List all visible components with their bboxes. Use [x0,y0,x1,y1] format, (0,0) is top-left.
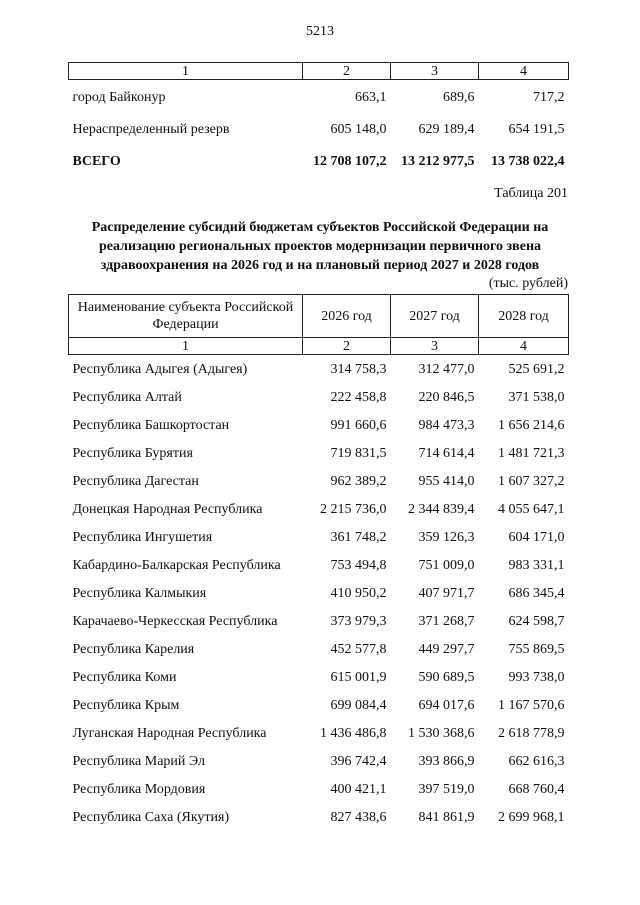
value-2026: 753 494,8 [330,557,387,573]
value-2026: 222 458,8 [330,389,387,405]
value-2026: 719 831,5 [330,445,387,461]
region-name: Республика Калмыкия [72,585,207,601]
value-2026: 314 758,3 [330,361,387,377]
region-name: Республика Мордовия [72,781,206,797]
column-number: 4 [479,63,569,80]
value-2028: 4 055 647,1 [498,501,565,517]
value-2028: 668 760,4 [508,781,565,797]
region-name: Республика Коми [72,669,177,685]
region-name: Республика Ингушетия [72,529,213,545]
value-2026: 991 660,6 [330,417,387,433]
value-2026: 699 084,4 [330,697,387,713]
value-2027: 714 614,4 [418,445,475,461]
region-name: Республика Адыгея (Адыгея) [72,361,248,377]
value-2028: 624 598,7 [508,613,565,629]
column-number-row [69,338,569,355]
table-row [69,112,569,144]
table-row [69,439,569,467]
value-2027: 841 861,9 [418,809,475,825]
table-row [69,495,569,523]
value-2028: 1 167 570,6 [498,697,565,713]
table-row [69,775,569,803]
value-2027: 751 009,0 [418,557,475,573]
value-2027: 1 530 368,6 [408,725,475,741]
value-2027: 689,6 [443,90,475,105]
value-2027: 590 689,5 [418,669,475,685]
header-2026: 2026 год [303,295,391,338]
region-name: Республика Бурятия [72,445,193,461]
value-2026: 452 577,8 [330,641,387,657]
value-2027: 371 268,7 [418,613,475,629]
value-2026: 2 215 736,0 [320,501,387,517]
value-2027: 449 297,7 [418,641,475,657]
column-number: 2 [303,63,391,80]
header-row [69,295,569,338]
header-2028: 2028 год [479,295,569,338]
value-2026: 615 001,9 [330,669,387,685]
table-row [69,523,569,551]
total-2026: 12 708 107,2 [313,154,387,169]
value-2026: 962 389,2 [330,473,387,489]
column-number-row [69,63,569,80]
region-name: Карачаево-Черкесская Республика [72,613,278,629]
region-name: Республика Крым [72,697,180,713]
value-2026: 1 436 486,8 [320,725,387,741]
value-2028: 604 171,0 [508,529,565,545]
table-row [69,747,569,775]
value-2028: 755 869,5 [508,641,565,657]
value-2026: 605 148,0 [330,122,387,137]
table-row [69,411,569,439]
region-name: Луганская Народная Республика [72,725,267,741]
column-number: 3 [391,63,479,80]
value-2026: 663,1 [355,90,387,105]
page-number: 5213 [306,24,334,39]
region-name: Республика Дагестан [72,473,199,489]
total-label: ВСЕГО [72,154,121,169]
region-name: город Байконур [72,90,166,105]
value-2028: 662 616,3 [508,753,565,769]
table-title: Распределение субсидий бюджетам субъектов Российской Федерации на реализацию региональных проектов модернизации первичного звена здравоохранения на 2026 год и на плановый период 2027 и 2028 годов [91,220,549,273]
table-row [69,635,569,663]
table-row [69,719,569,747]
table-row [69,663,569,691]
value-2027: 629 189,4 [418,122,475,137]
total-2027: 13 212 977,5 [401,154,475,169]
value-2027: 220 846,5 [418,389,475,405]
value-2027: 397 519,0 [418,781,475,797]
value-2028: 1 481 721,3 [498,445,565,461]
subsidy-table [68,294,569,831]
table-row [69,803,569,831]
table-row [69,355,569,384]
total-2028: 13 738 022,4 [491,154,565,169]
value-2026: 361 748,2 [330,529,387,545]
value-2028: 525 691,2 [508,361,565,377]
table-row [69,607,569,635]
table-row [69,383,569,411]
units-note: (тыс. рублей) [488,276,568,291]
table-row [69,551,569,579]
value-2026: 410 950,2 [330,585,387,601]
region-name: Республика Карелия [72,641,195,657]
value-2028: 717,2 [533,90,565,105]
top-table-continuation [68,62,569,176]
region-name: Кабардино-Балкарская Республика [72,557,281,573]
region-name: Республика Алтай [72,389,182,405]
header-2027: 2027 год [391,295,479,338]
region-name: Республика Башкортостан [72,417,230,433]
value-2027: 2 344 839,4 [408,501,475,517]
column-number: 4 [479,338,569,355]
value-2028: 993 738,0 [508,669,565,685]
value-2026: 396 742,4 [330,753,387,769]
table-row [69,691,569,719]
value-2027: 407 971,7 [418,585,475,601]
table-row [69,579,569,607]
value-2028: 1 607 327,2 [498,473,565,489]
column-number: 3 [391,338,479,355]
column-number: 1 [69,338,303,355]
value-2027: 984 473,3 [418,417,475,433]
region-name: Республика Саха (Якутия) [72,809,230,825]
column-number: 1 [69,63,303,80]
value-2028: 983 331,1 [508,557,565,573]
value-2026: 827 438,6 [330,809,387,825]
region-name: Республика Марий Эл [72,753,205,769]
value-2028: 1 656 214,6 [498,417,565,433]
total-row [69,144,569,176]
region-name: Донецкая Народная Республика [72,501,263,517]
value-2028: 2 699 968,1 [498,809,565,825]
value-2027: 393 866,9 [418,753,475,769]
value-2027: 955 414,0 [418,473,475,489]
value-2028: 2 618 778,9 [498,725,565,741]
table-label: Таблица 201 [494,186,568,201]
table-row [69,467,569,495]
header-region: Наименование субъекта Российской Федерации [69,295,303,338]
value-2028: 371 538,0 [508,389,565,405]
value-2026: 373 979,3 [330,613,387,629]
value-2027: 359 126,3 [418,529,475,545]
value-2028: 686 345,4 [508,585,565,601]
table-row [69,80,569,113]
value-2026: 400 421,1 [330,781,387,797]
value-2027: 694 017,6 [418,697,475,713]
value-2028: 654 191,5 [508,122,565,137]
column-number: 2 [303,338,391,355]
value-2027: 312 477,0 [418,361,475,377]
region-name: Нераспределенный резерв [72,122,230,137]
